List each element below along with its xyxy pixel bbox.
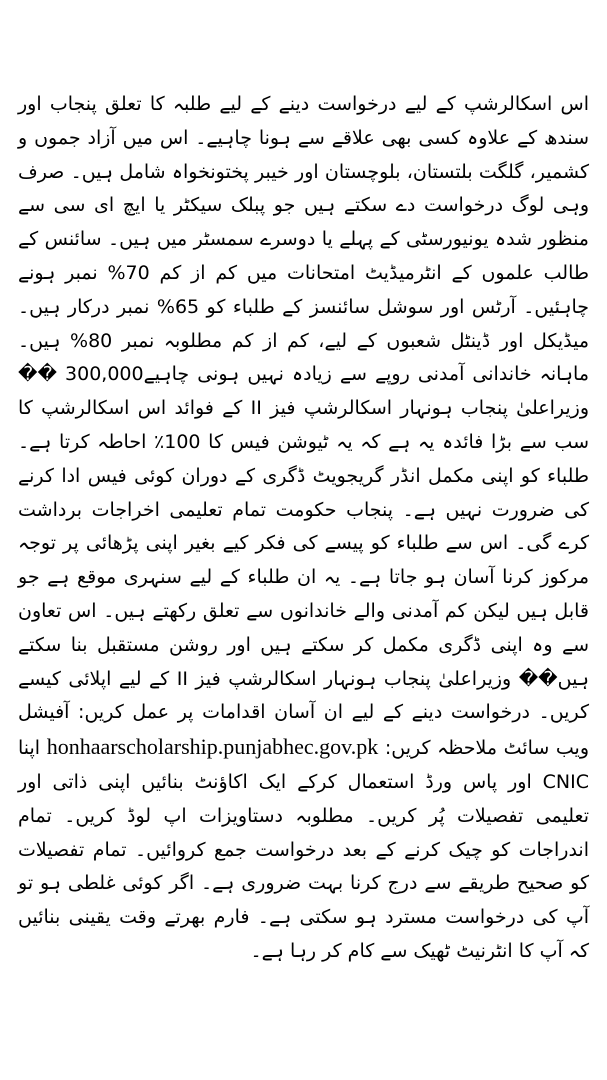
- paragraph-application-steps: اپنا CNIC اور پاس ورڈ استعمال کرکے ایک اکاؤنٹ بنائیں اپنی ذاتی اور تعلیمی تفصیلات پُر کریں۔ مطلوبہ دستاویزات اپ لوڈ کریں۔ تمام اندراجات کو چیک کرنے کے بعد درخواست جمع کروائیں۔ تمام تفصیلات کو صحیح طریقے سے درج کرنا بہت ضروری ہے۔ اگر کوئی غلطی ہو تو آپ کی درخواست مسترد ہو سکتی ہے۔ فارم بھرتے وقت یقینی بنائیں کہ آپ کا انٹرنیٹ ٹھیک سے کام کر رہا ہے۔: [18, 737, 589, 962]
- article-text: [18, 88, 589, 969]
- paragraph-eligibility-benefits: اس اسکالرشپ کے لیے درخواست دینے کے لیے طلبہ کا تعلق پنجاب اور سندھ کے علاوہ کسی بھی علاقے سے ہونا چاہیے۔ اس میں آزاد جموں و کشمیر، گلگت بلتستان، بلوچستان اور خیبر پختونخواہ شامل ہیں۔ صرف وہی لوگ درخواست دے سکتے ہیں جو پبلک سیکٹر یا ایچ ای سی سے منظور شدہ یونیورسٹی کے پہلے یا دوسرے سمسٹر میں ہیں۔ سائنس کے طالب علموں کے انٹرمیڈیٹ امتحانات میں کم از کم 70% نمبر ہونے چاہئیں۔ آرٹس اور سوشل سائنسز کے طلباء کو 65% نمبر درکار ہیں۔ میڈیکل اور ڈینٹل شعبوں کے لیے، کم از کم مطلوبہ نمبر 80% ہیں۔ ماہانہ خاندانی آمدنی روپے سے زیادہ نہیں ہونی چاہیے300,000 �� وزیراعلیٰ پنجاب ہونہار اسکالرشپ فیز II کے فوائد اس اسکالرشپ کا سب سے بڑا فائدہ یہ ہے کہ یہ ٹیوشن فیس کا 100٪ احاطہ کرتا ہے۔ طلباء کو اپنی مکمل انڈر گریجویٹ ڈگری کے دوران کوئی فیس ادا کرنے کی ضرورت نہیں ہے۔ پنجاب حکومت تمام تعلیمی اخراجات برداشت کرے گی۔ اس سے طلباء کو پیسے کی فکر کیے بغیر اپنی پڑھائی پر توجہ مرکوز کرنا آسان ہو جاتا ہے۔ یہ ان طلباء کے لیے سنہری موقع ہے جو قابل ہیں لیکن کم آمدنی والے خاندانوں سے تعلق رکھتے ہیں۔ اس تعاون سے وہ اپنی ڈگری مکمل کر سکتے ہیں اور روشن مستقبل بنا سکتے ہیں�� وزیراعلیٰ پنجاب ہونہار اسکالرشپ فیز II کے لیے اپلائی کیسے کریں۔ درخواست دینے کے لیے ان آسان اقدامات پر عمل کریں: آفیشل ویب سائٹ ملاحظہ کریں:: [18, 93, 590, 760]
- official-website-link[interactable]: honhaarscholarship.punjabhec.gov.pk: [46, 734, 379, 760]
